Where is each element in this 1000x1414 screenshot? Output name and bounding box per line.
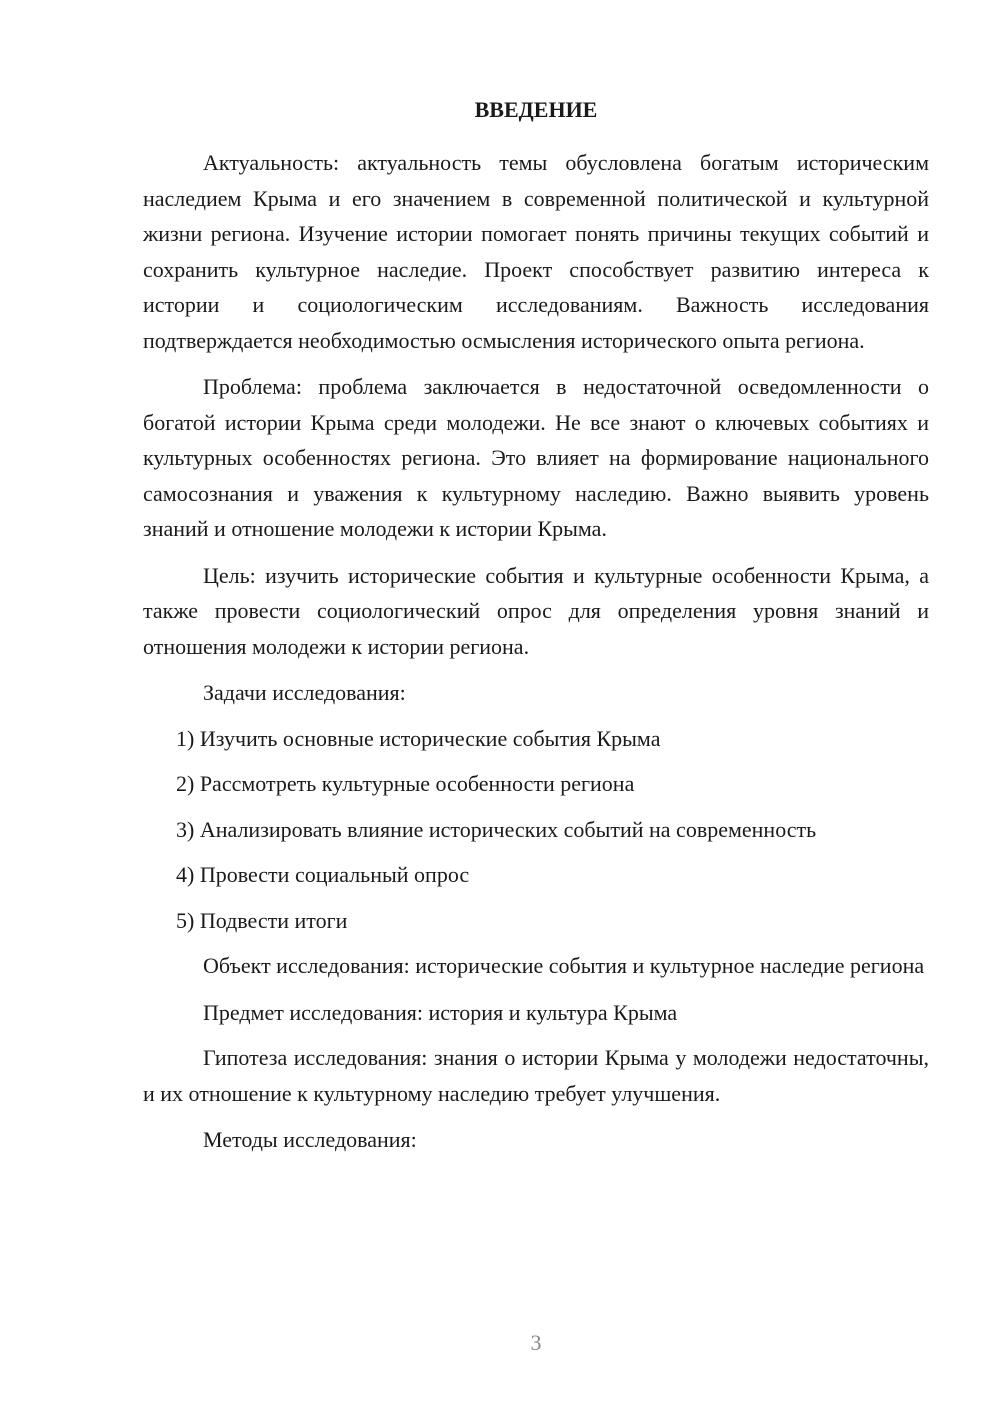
document-page — [143, 92, 929, 1168]
problem-paragraph: Проблема: проблема заключается в недостаточной осведомленности о богатой истории Крыма среди молодежи. Не все знают о ключевых событиях и культурных особенностях региона. Это влияет на формирование национального самосознания и уважения к культурному наследию. Важно выявить уровень знаний и отношение молодежи к истории Крыма. — [143, 374, 929, 541]
subject-paragraph: Предмет исследования: история и культура Крыма — [203, 999, 678, 1025]
hypothesis-paragraph: Гипотеза исследования: знания о истории Крыма у молодежи недостаточны, и их отношение к культурному наследию требует улучшения. — [143, 1045, 929, 1106]
tasks-heading: Задачи исследования: — [203, 680, 406, 705]
goal-paragraph: Цель: изучить исторические события и культурные особенности Крыма, а также провести социологический опрос для определения уровня знаний и отношения молодежи к истории региона. — [143, 562, 929, 659]
relevance-paragraph: Актуальность: актуальность темы обусловлена богатым историческим наследием Крыма и его значением в современной политической и культурной жизни региона. Изучение истории помогает понять причины текущих событий и сохранить культурное наследие. Проект способствует развитию интереса к истории и социологическим исследованиям. Важность исследования подтверждается необходимостью осмысления исторического опыта региона. — [143, 150, 929, 353]
tasks-list — [143, 721, 929, 939]
list-item: 2) Рассмотреть культурные особенности региона — [176, 771, 635, 796]
list-item: 1) Изучить основные исторические события Крыма — [176, 725, 661, 751]
object-paragraph: Объект исследования: исторические события и культурное наследие региона — [203, 953, 925, 978]
list-item: 3) Анализировать влияние исторических событий на современность — [176, 816, 817, 842]
page-number: 3 — [530, 1330, 542, 1355]
methods-heading: Методы исследования: — [203, 1127, 417, 1152]
list-item: 4) Провести социальный опрос — [176, 862, 470, 887]
list-item: 5) Подвести итоги — [176, 907, 348, 933]
section-title: ВВЕДЕНИЕ — [474, 97, 598, 122]
